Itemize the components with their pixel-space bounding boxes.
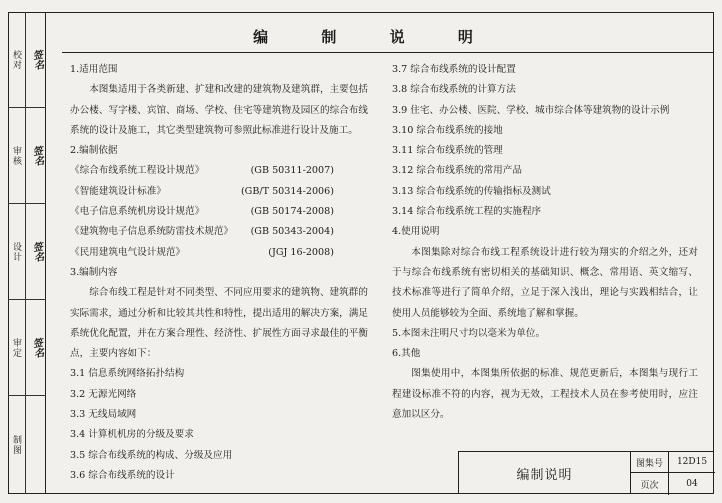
signature-role-label: 制图 <box>8 396 26 494</box>
heading-line: 3.7 综合布线系统的设计配置 <box>392 64 516 75</box>
right-column <box>392 60 698 425</box>
heading-line: 5.本图未注明尺寸均以毫米为单位。 <box>392 327 546 339</box>
handwritten-signature: 签名 <box>29 144 43 167</box>
heading-line: 3.2 无源光网络 <box>70 388 137 400</box>
heading-line: 3.13 综合布线系统的传输指标及测试 <box>392 185 551 197</box>
heading-line: 3.9 住宅、办公楼、医院、学校、城市综合体等建筑物的设计示例 <box>392 104 670 116</box>
heading-line: 3.1 信息系统网络拓扑结构 <box>70 368 185 380</box>
title-rule <box>62 52 714 53</box>
signature-cell <box>8 108 46 204</box>
signature-role-label: 审核 <box>8 108 26 203</box>
paragraph: 综合布线工程是针对不同类型、不同应用要求的建筑物、建筑群的实际需求，通过分析和比较其共性和特性，提出适用的解决方案，满足系统优化配置，并在方案合理性、经济性、扩展性方面寻求最佳的平衡点，主要内容如下： <box>70 287 368 360</box>
heading-line: 3.8 综合布线系统的计算方法 <box>392 84 516 96</box>
heading-line: 3.编制内容 <box>70 266 118 278</box>
handwritten-signature: 签名 <box>29 240 43 263</box>
reference-line <box>70 202 368 222</box>
signature-cell <box>8 396 46 494</box>
heading-line: 3.4 计算机机房的分级及要求 <box>70 429 194 441</box>
heading-line: 1.适用范围 <box>70 64 118 75</box>
title-block-name: 编制说明 <box>459 452 631 494</box>
paragraph: 本图集除对综合布线工程系统设计进行较为翔实的介绍之外，还对于与综合布线系统有密切相关的基础知识、概念、常用语、英文缩写、技术标准等进行了简单介绍，立足于深入浅出，理论与实践相结合，让使用人员能够较为全面、系统地了解和掌握。 <box>392 246 698 319</box>
heading-line: 3.3 无线局域网 <box>70 409 137 421</box>
reference-line <box>70 222 368 242</box>
reference-code: (GB 50343-2004) <box>250 226 334 238</box>
handwritten-signature: 签名 <box>29 336 43 359</box>
heading-line: 3.5 综合布线系统的构成、分级及应用 <box>70 449 233 461</box>
signature-mark <box>26 204 46 299</box>
page-number: 04 <box>686 479 698 489</box>
heading-line: 3.14 综合布线系统工程的实施程序 <box>392 206 542 218</box>
signature-mark <box>26 300 46 395</box>
reference-line <box>70 182 368 202</box>
signature-mark <box>26 396 46 494</box>
heading-line: 3.6 综合布线系统的设计 <box>70 469 175 481</box>
atlas-number-label: 图集号 <box>631 452 669 473</box>
signature-cell <box>8 300 46 396</box>
heading-line: 3.10 综合布线系统的接地 <box>392 124 503 136</box>
heading-line: 2.编制依据 <box>70 145 118 157</box>
reference-title: 《电子信息系统机房设计规范》 <box>70 206 205 218</box>
heading-line: 4.使用说明 <box>392 226 440 238</box>
heading-line: 3.12 综合布线系统的常用产品 <box>392 165 522 177</box>
signature-role-label: 设计 <box>8 204 26 299</box>
signature-cell <box>8 12 46 108</box>
left-column <box>70 60 368 486</box>
heading-line: 3.11 综合布线系统的管理 <box>392 145 503 157</box>
paragraph: 图集使用中，本图集所依据的标准、规范更新后，本图集与现行工程建设标准不符的内容，视为无效，工程技术人员在参考使用时，应注意加以区分。 <box>392 368 698 421</box>
signature-mark <box>26 12 46 107</box>
reference-title: 《建筑物电子信息系统防雷技术规范》 <box>70 226 234 238</box>
reference-code: (GB 50174-2008) <box>250 206 334 218</box>
signature-role-label: 审定 <box>8 300 26 395</box>
reference-title: 《综合布线系统工程设计规范》 <box>70 165 205 177</box>
heading-line: 6.其他 <box>392 348 421 360</box>
page-title: 编 制 说 明 <box>253 28 497 46</box>
reference-line <box>70 243 368 263</box>
reference-title: 《民用建筑电气设计规范》 <box>70 246 186 258</box>
reference-code: (GB/T 50314-2006) <box>240 185 334 197</box>
signature-mark <box>26 108 46 203</box>
reference-line <box>70 161 368 181</box>
reference-code: (JGJ 16-2008) <box>268 246 334 258</box>
signature-cell <box>8 204 46 300</box>
page-number-label: 页次 <box>631 473 669 495</box>
reference-code: (GB 50311-2007) <box>250 165 334 177</box>
reference-title: 《智能建筑设计标准》 <box>70 185 166 197</box>
signature-column <box>8 12 46 494</box>
handwritten-signature: 签名 <box>29 48 43 71</box>
atlas-number: 12D15 <box>669 452 715 473</box>
paragraph: 本图集适用于各类新建、扩建和改建的建筑物及建筑群，主要包括办公楼、写字楼、宾馆、商场、学校、住宅等建筑物及园区的综合布线系统的设计及施工，其它类型建筑物可参照此标准进行设计及施工。 <box>70 84 368 136</box>
title-block <box>458 451 714 494</box>
signature-role-label: 校对 <box>8 12 26 107</box>
